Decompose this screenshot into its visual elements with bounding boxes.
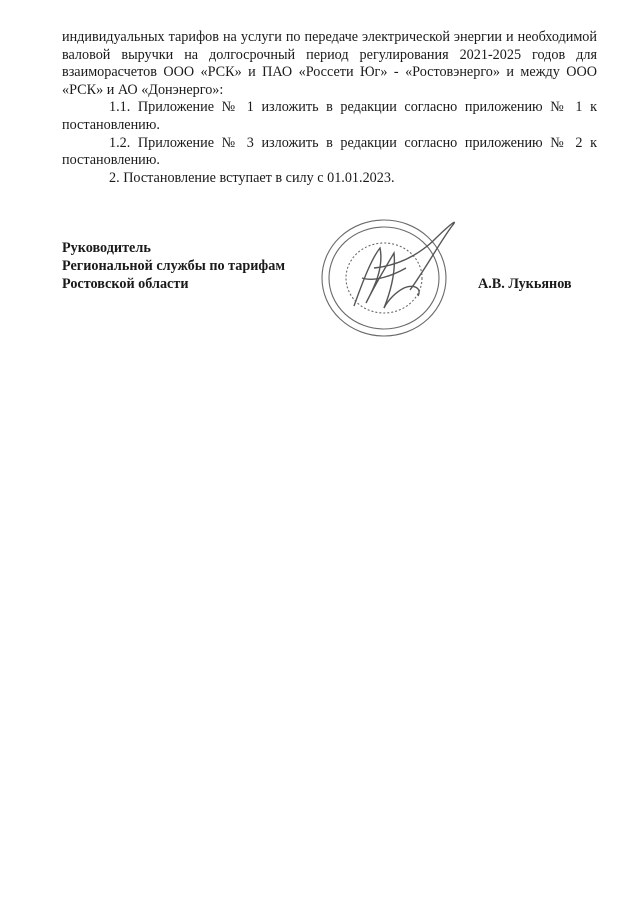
handwritten-signature [354, 222, 454, 308]
signatory-title [62, 239, 285, 293]
document-body [62, 29, 597, 187]
paragraph-item-2: 2. Постановление вступает в силу с 01.01.2023. [109, 169, 395, 186]
signatory-title-line: Руководитель [62, 240, 151, 256]
paragraph-intro: индивидуальных тарифов на услуги по передаче электрической энергии и необходимой валовой выручки на долгосрочный период регулирования 2021-2025 годов для взаиморасчетов ООО «РСК» и ПАО «Россети Юг» - «Ростовэнерго» и между ООО «РСК» и АО «Донэнерго»: [62, 29, 597, 98]
official-seal-stamp [314, 208, 466, 344]
signatory-title-line: Региональной службы по тарифам [62, 258, 286, 274]
paragraph-item-1-1: 1.1. Приложение № 1 изложить в редакции согласно приложению № 1 к постановлению. [62, 99, 597, 133]
paragraph-item-1-2: 1.2. Приложение № 3 изложить в редакции согласно приложению № 2 к постановлению. [62, 134, 597, 169]
signatory-name: А.В. Лукьянов [478, 276, 572, 292]
signatory-title-line: Ростовской области [62, 276, 189, 292]
